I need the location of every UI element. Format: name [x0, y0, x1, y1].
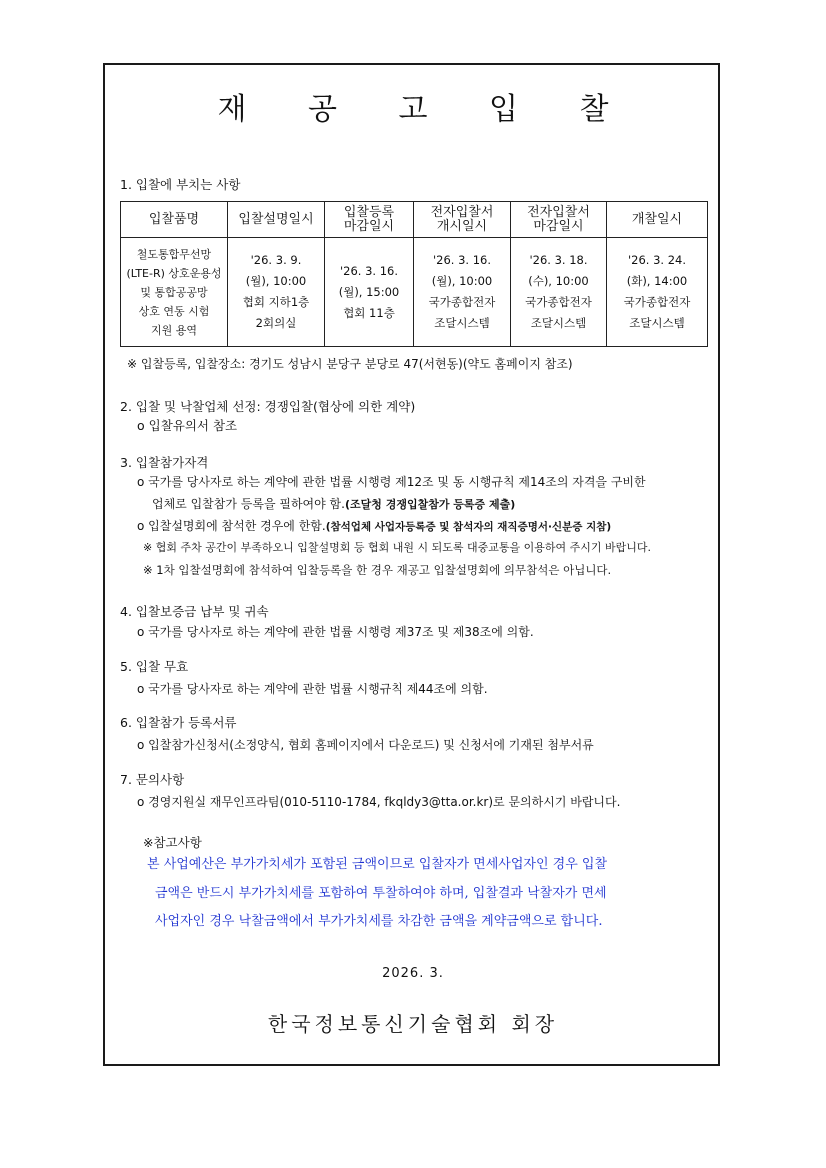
document-title: 재 공 고 입 찰	[217, 92, 635, 127]
section3-note2: ※ 1차 입찰설명회에 참석하여 입찰등록을 한 경우 재공고 입찰설명회에 의무참석은 아닙니다.	[143, 563, 612, 577]
section6-heading: 6. 입찰참가 등록서류	[120, 715, 237, 730]
section5-item: o 국가를 당사자로 하는 계약에 관한 법률 시행규칙 제44조에 의함.	[137, 682, 488, 696]
section3-item2: o 입찰설명회에 참석한 경우에 한함.(참석업체 사업자등록증 및 참석자의 재직증명서·신분증 지참)	[137, 519, 612, 533]
organization-signature: 한국정보통신기술협회 회장	[267, 1012, 559, 1036]
header-ebid-start: 전자입찰서 개시일시	[414, 202, 511, 238]
section3-item1-bold: (조달청 경쟁입찰참가 등록증 제출)	[344, 498, 516, 511]
table-header-row	[121, 202, 708, 238]
cell-briefing-datetime: '26. 3. 9. (월), 10:00 협회 지하1층 2회의실	[228, 238, 325, 347]
header-opening-datetime: 개찰일시	[607, 202, 708, 238]
reference-line2: 금액은 반드시 부가가치세를 포함하여 투찰하여야 하며, 입찰결과 낙찰자가 면세	[155, 886, 607, 901]
section3-item1-line1: o 국가를 당사자로 하는 계약에 관한 법률 시행령 제12조 및 동 시행규칙 제14조의 자격을 구비한	[137, 475, 646, 489]
location-note: ※ 입찰등록, 입찰장소: 경기도 성남시 분당구 분당로 47(서현동)(약도 홈페이지 참조)	[127, 357, 573, 371]
section5-heading: 5. 입찰 무효	[120, 659, 189, 674]
header-item-name: 입찰품명	[121, 202, 228, 238]
section4-heading: 4. 입찰보증금 납부 및 귀속	[120, 604, 269, 619]
bid-schedule-table	[120, 201, 708, 347]
header-ebid-deadline: 전자입찰서 마감일시	[511, 202, 607, 238]
cell-opening-datetime: '26. 3. 24. (화), 14:00 국가종합전자 조달시스템	[607, 238, 708, 347]
section3-heading: 3. 입찰참가자격	[120, 455, 209, 470]
reference-heading: ※참고사항	[143, 835, 202, 850]
header-registration-deadline: 입찰등록 마감일시	[325, 202, 414, 238]
section2-item: o 입찰유의서 참조	[137, 418, 238, 433]
cell-ebid-deadline: '26. 3. 18. (수), 10:00 국가종합전자 조달시스템	[511, 238, 607, 347]
section6-item: o 입찰참가신청서(소정양식, 협회 홈페이지에서 다운로드) 및 신청서에 기재된 첨부서류	[137, 738, 594, 752]
section7-heading: 7. 문의사항	[120, 772, 185, 787]
section3-note1: ※ 협회 주차 공간이 부족하오니 입찰설명회 등 협회 내원 시 되도록 대중교통을 이용하여 주시기 바랍니다.	[143, 541, 651, 554]
cell-registration-deadline: '26. 3. 16. (월), 15:00 협회 11층	[325, 238, 414, 347]
reference-line3: 사업자인 경우 낙찰금액에서 부가가치세를 차감한 금액을 계약금액으로 합니다.	[155, 914, 603, 929]
section3-item2-bold: (참석업체 사업자등록증 및 참석자의 재직증명서·신분증 지참)	[325, 521, 612, 533]
reference-line1: 본 사업예산은 부가가치세가 포함된 금액이므로 입찰자가 면세사업자인 경우 입찰	[147, 857, 608, 872]
section2-heading: 2. 입찰 및 낙찰업체 선정: 경쟁입찰(협상에 의한 계약)	[120, 399, 416, 414]
section1-heading: 1. 입찰에 부치는 사항	[120, 177, 241, 192]
table-row	[121, 238, 708, 347]
header-briefing-datetime: 입찰설명일시	[228, 202, 325, 238]
cell-ebid-start: '26. 3. 16. (월), 10:00 국가종합전자 조달시스템	[414, 238, 511, 347]
section7-item: o 경영지원실 재무인프라팀(010-5110-1784, fkqldy3@tta.or.kr)로 문의하시기 바랍니다.	[137, 795, 621, 809]
section3-item1-line2: 업체로 입찰참가 등록을 필하여야 함.(조달청 경쟁입찰참가 등록증 제출)	[152, 497, 516, 511]
announcement-date: 2026. 3.	[382, 966, 444, 981]
section4-item: o 국가를 당사자로 하는 계약에 관한 법률 시행령 제37조 및 제38조에 의함.	[137, 625, 534, 639]
cell-item-name: 철도통합무선망 (LTE-R) 상호운용성 및 통합공공망 상호 연동 시험 지원 용역	[121, 238, 228, 347]
